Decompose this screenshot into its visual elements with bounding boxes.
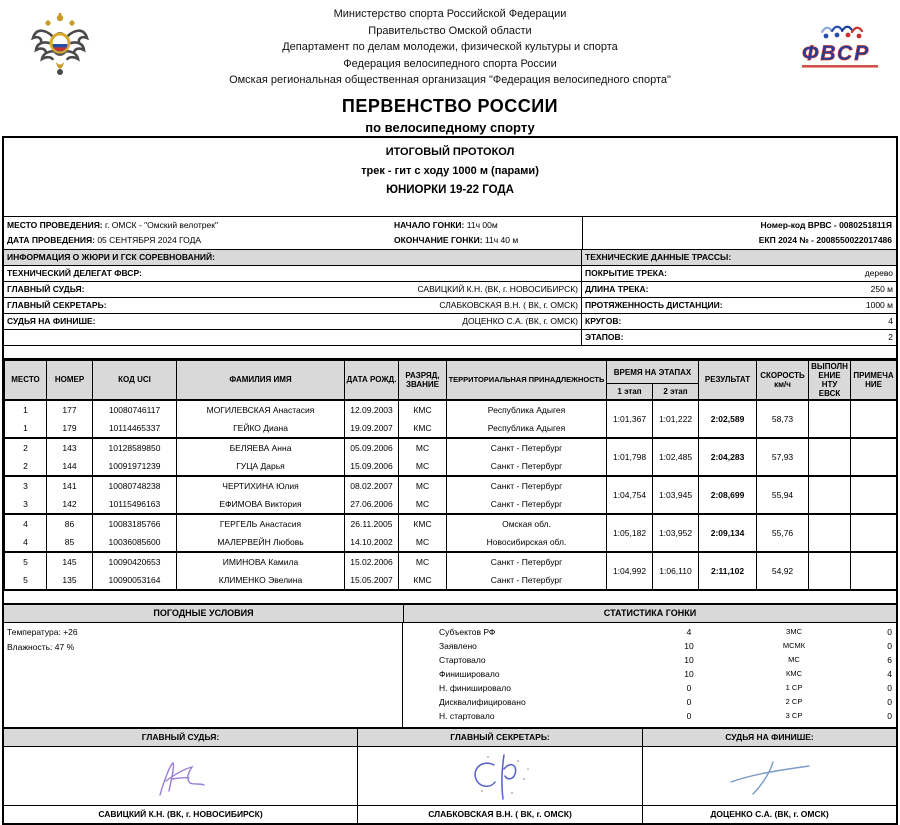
org-line: Министерство спорта Российской Федерации bbox=[333, 8, 567, 20]
dob-cell: 12.09.2003 bbox=[345, 400, 399, 419]
date-label: ДАТА ПРОВЕДЕНИЯ: bbox=[7, 235, 95, 245]
ntu-cell bbox=[809, 552, 851, 590]
tech-value: 250 м bbox=[870, 284, 893, 294]
lap2-cell: 1:03,952 bbox=[653, 514, 699, 552]
rank-cell: КМС bbox=[399, 419, 447, 438]
tech-label: ЭТАПОВ: bbox=[585, 332, 624, 342]
grade-value: 0 bbox=[887, 626, 892, 637]
letterhead bbox=[0, 0, 900, 135]
tech-value: 2 bbox=[888, 332, 893, 342]
tech-label: ПОКРЫТИЕ ТРЕКА: bbox=[585, 268, 667, 278]
number-cell: 179 bbox=[47, 419, 93, 438]
dob-cell: 27.06.2006 bbox=[345, 495, 399, 514]
protocol-event: трек - гит с ходу 1000 м (парами) bbox=[361, 165, 539, 177]
name-cell: КЛИМЕНКО Эвелина bbox=[177, 571, 345, 590]
chief-secretary-signature bbox=[358, 747, 643, 805]
dob-cell: 08.02.2007 bbox=[345, 476, 399, 495]
rank-cell: МС bbox=[399, 552, 447, 571]
col-header-result: РЕЗУЛЬТАТ bbox=[699, 361, 757, 400]
ekp-code: ЕКП 2024 № - 2008550022017486 bbox=[758, 235, 892, 245]
name-cell: ГЕРГЕЛЬ Анастасия bbox=[177, 514, 345, 533]
info-row bbox=[4, 266, 896, 282]
speed-cell: 54,92 bbox=[757, 552, 809, 590]
jury-cell bbox=[4, 266, 581, 281]
rank-cell: КМС bbox=[399, 514, 447, 533]
table-header-row bbox=[5, 361, 897, 384]
dob-cell: 15.09.2006 bbox=[345, 457, 399, 476]
jury-cell bbox=[4, 330, 581, 345]
date-value: 05 СЕНТЯБРЯ 2024 ГОДА bbox=[97, 235, 202, 245]
tech-cell bbox=[581, 330, 896, 345]
event-info-row bbox=[4, 217, 896, 250]
place-cell: 1 bbox=[5, 400, 47, 419]
speed-unit-label: км/ч bbox=[774, 379, 791, 389]
temperature-value: Температура: +26 bbox=[7, 626, 78, 637]
jury-role-value: СЛАБКОВСКАЯ В.Н. ( ВК, г. ОМСК) bbox=[439, 300, 578, 310]
note-cell bbox=[851, 552, 897, 590]
result-cell: 2:09,134 bbox=[699, 514, 757, 552]
ntu-cell bbox=[809, 438, 851, 476]
ntu-cell bbox=[809, 400, 851, 438]
jury-section-header: ИНФОРМАЦИЯ О ЖЮРИ И ГСК СОРЕВНОВАНИЙ: bbox=[4, 250, 581, 265]
stat-value: 0 bbox=[686, 710, 692, 721]
col-header-place: МЕСТО bbox=[5, 361, 47, 400]
signature-roles-row bbox=[4, 729, 896, 747]
number-cell: 143 bbox=[47, 438, 93, 457]
tech-cell bbox=[581, 282, 896, 297]
tech-label: ПРОТЯЖЕННОСТЬ ДИСТАНЦИИ: bbox=[585, 300, 723, 310]
page-subtitle: по велосипедному спорту bbox=[365, 119, 535, 135]
protocol-category: ЮНИОРКИ 19-22 ГОДА bbox=[386, 184, 514, 196]
rank-cell: МС bbox=[399, 476, 447, 495]
jury-cell bbox=[4, 298, 581, 313]
chief-judge-role: ГЛАВНЫЙ СУДЬЯ: bbox=[4, 729, 358, 746]
uci-cell: 10083185766 bbox=[93, 514, 177, 533]
region-cell: Новосибирская обл. bbox=[447, 533, 607, 552]
col-header-ntu: ВЫПОЛНЕНИЕ НТУ ЕВСК bbox=[809, 361, 851, 400]
finish-judge-name: ДОЦЕНКО С.А. (ВК, г. ОМСК) bbox=[710, 808, 829, 819]
note-cell bbox=[851, 476, 897, 514]
lap2-cell: 1:01,222 bbox=[653, 400, 699, 438]
tech-section-header: ТЕХНИЧЕСКИЕ ДАННЫЕ ТРАССЫ: bbox=[581, 250, 896, 265]
dob-cell: 14.10.2002 bbox=[345, 533, 399, 552]
result-cell: 2:08,699 bbox=[699, 476, 757, 514]
name-cell: ЕФИМОВА Виктория bbox=[177, 495, 345, 514]
weather-section-title: ПОГОДНЫЕ УСЛОВИЯ bbox=[4, 605, 404, 622]
info-row bbox=[4, 298, 896, 314]
jury-role-value: САВИЦКИЙ К.Н. (ВК, г. НОВОСИБИРСК) bbox=[417, 284, 578, 294]
place-cell: 3 bbox=[5, 476, 47, 495]
region-cell: Омская обл. bbox=[447, 514, 607, 533]
dob-cell: 19.09.2007 bbox=[345, 419, 399, 438]
name-cell: МАЛЕРВЕЙН Любовь bbox=[177, 533, 345, 552]
dob-cell: 26.11.2005 bbox=[345, 514, 399, 533]
col-header-rank: РАЗРЯД, ЗВАНИЕ bbox=[399, 361, 447, 400]
region-cell: Республика Адыгея bbox=[447, 419, 607, 438]
tech-value: 1000 м bbox=[865, 300, 893, 310]
stat-row bbox=[403, 709, 896, 723]
org-line: Правительство Омской области bbox=[368, 24, 532, 37]
lap2-cell: 1:03,945 bbox=[653, 476, 699, 514]
number-cell: 86 bbox=[47, 514, 93, 533]
rank-cell: МС bbox=[399, 438, 447, 457]
grade-label: 1 СР bbox=[785, 682, 803, 692]
rank-cell: КМС bbox=[399, 400, 447, 419]
dob-cell: 05.09.2006 bbox=[345, 438, 399, 457]
table-row bbox=[5, 438, 897, 457]
name-cell: ГУЦА Дарья bbox=[177, 457, 345, 476]
info-row bbox=[4, 330, 896, 346]
ntu-cell bbox=[809, 514, 851, 552]
place-cell: 4 bbox=[5, 533, 47, 552]
place-cell: 4 bbox=[5, 514, 47, 533]
stat-value: 10 bbox=[684, 654, 694, 665]
section-headers-row bbox=[4, 250, 896, 266]
info-row bbox=[4, 314, 896, 330]
stat-value: 0 bbox=[686, 696, 692, 707]
note-cell bbox=[851, 438, 897, 476]
stat-value: 10 bbox=[684, 640, 694, 651]
table-row bbox=[5, 552, 897, 571]
dob-cell: 15.02.2006 bbox=[345, 552, 399, 571]
stat-row bbox=[403, 653, 896, 667]
org-line: Федерация велосипедного спорта России bbox=[343, 57, 557, 70]
name-cell: ГЕЙКО Диана bbox=[177, 419, 345, 438]
weather-stats-header bbox=[4, 605, 896, 623]
grade-label: МС bbox=[788, 654, 800, 664]
stat-label: Стартовало bbox=[439, 654, 486, 665]
signature-area bbox=[4, 747, 896, 806]
table-row bbox=[5, 514, 897, 533]
col-header-dob: ДАТА РОЖД. bbox=[345, 361, 399, 400]
fvsr-logo-text: ФВСР bbox=[802, 42, 871, 65]
finish-line bbox=[394, 233, 582, 248]
place-cell: 2 bbox=[5, 457, 47, 476]
table-row bbox=[5, 400, 897, 419]
stat-row bbox=[403, 639, 896, 653]
signature-stroke-icon bbox=[146, 751, 216, 801]
grade-value: 6 bbox=[887, 654, 892, 665]
finish-judge-role: СУДЬЯ НА ФИНИШЕ: bbox=[725, 731, 814, 742]
stat-row bbox=[403, 625, 896, 639]
speed-label: СКОРОСТЬ bbox=[760, 370, 805, 380]
weather-panel bbox=[4, 623, 403, 727]
jury-cell bbox=[4, 314, 581, 329]
stat-label: Субъектов РФ bbox=[439, 626, 496, 637]
result-cell: 2:04,283 bbox=[699, 438, 757, 476]
finish-value: 11ч 40 м bbox=[484, 235, 519, 245]
date-line bbox=[7, 233, 394, 248]
lap1-cell: 1:01,798 bbox=[607, 438, 653, 476]
chief-secretary-role: ГЛАВНЫЙ СЕКРЕТАРЬ: bbox=[358, 729, 643, 746]
jury-role-label: ТЕХНИЧЕСКИЙ ДЕЛЕГАТ ФВСР: bbox=[7, 268, 142, 278]
number-cell: 144 bbox=[47, 457, 93, 476]
chief-judge-signature bbox=[4, 747, 358, 805]
protocol-document bbox=[2, 136, 898, 825]
page-title: ПЕРВЕНСТВО РОССИИ bbox=[341, 95, 559, 116]
speed-cell: 58,73 bbox=[757, 400, 809, 438]
grade-value: 4 bbox=[887, 668, 892, 679]
ntu-cell bbox=[809, 476, 851, 514]
region-cell: Санкт - Петербург bbox=[447, 571, 607, 590]
stat-row bbox=[403, 681, 896, 695]
lap1-cell: 1:04,754 bbox=[607, 476, 653, 514]
uci-cell: 10090420653 bbox=[93, 552, 177, 571]
info-row bbox=[4, 282, 896, 298]
number-cell: 177 bbox=[47, 400, 93, 419]
region-cell: Республика Адыгея bbox=[447, 400, 607, 419]
signature-stroke-icon bbox=[725, 752, 815, 800]
place-cell: 2 bbox=[5, 438, 47, 457]
speed-cell: 55,76 bbox=[757, 514, 809, 552]
venue-label: МЕСТО ПРОВЕДЕНИЯ: bbox=[7, 220, 103, 230]
stat-label: Финишировало bbox=[439, 668, 500, 679]
signature-names-row bbox=[4, 806, 896, 823]
jury-role-value: ДОЦЕНКО С.А. (ВК, г. ОМСК) bbox=[462, 316, 578, 326]
jury-cell bbox=[4, 282, 581, 297]
lap2-cell: 1:06,110 bbox=[653, 552, 699, 590]
tech-value: дерево bbox=[864, 268, 893, 278]
col-header-stage2: 2 этап bbox=[653, 384, 699, 400]
org-line: Омская региональная общественная организация "Федерация велосипедного спорта" bbox=[229, 74, 671, 86]
stat-label: Дисквалифицировано bbox=[439, 696, 526, 707]
region-cell: Санкт - Петербург bbox=[447, 495, 607, 514]
speed-cell: 57,93 bbox=[757, 438, 809, 476]
col-header-territory: ТЕРРИТОРИАЛЬНАЯ ПРИНАДЛЕЖНОСТЬ bbox=[447, 361, 607, 400]
stat-label: Н. стартовало bbox=[439, 710, 495, 721]
uci-cell: 10115496163 bbox=[93, 495, 177, 514]
jury-role-label: ГЛАВНЫЙ СЕКРЕТАРЬ: bbox=[7, 300, 107, 310]
region-cell: Санкт - Петербург bbox=[447, 457, 607, 476]
tech-cell bbox=[581, 298, 896, 313]
number-cell: 85 bbox=[47, 533, 93, 552]
uci-cell: 10090053164 bbox=[93, 571, 177, 590]
rank-cell: МС bbox=[399, 457, 447, 476]
codes-zone bbox=[582, 217, 895, 249]
protocol-heading: ИТОГОВЫЙ ПРОТОКОЛ bbox=[385, 146, 515, 158]
result-cell: 2:02,589 bbox=[699, 400, 757, 438]
lap2-cell: 1:02,485 bbox=[653, 438, 699, 476]
venue-date-zone bbox=[4, 217, 394, 249]
tech-label: ДЛИНА ТРЕКА: bbox=[585, 284, 649, 294]
start-label: НАЧАЛО ГОНКИ: bbox=[394, 220, 465, 230]
lap1-cell: 1:05,182 bbox=[607, 514, 653, 552]
stat-row bbox=[403, 667, 896, 681]
stat-value: 0 bbox=[686, 682, 692, 693]
number-cell: 142 bbox=[47, 495, 93, 514]
humidity-value: Влажность: 47 % bbox=[7, 641, 75, 652]
stat-row bbox=[403, 695, 896, 709]
col-header-stage-times: ВРЕМЯ НА ЭТАПАХ bbox=[607, 361, 699, 384]
weather-stats-body bbox=[4, 623, 896, 729]
grade-value: 0 bbox=[887, 640, 892, 651]
uci-cell: 10091971239 bbox=[93, 457, 177, 476]
tech-label: КРУГОВ: bbox=[585, 316, 622, 326]
speed-cell: 55,94 bbox=[757, 476, 809, 514]
uci-cell: 10080746117 bbox=[93, 400, 177, 419]
tech-value: 4 bbox=[888, 316, 893, 326]
venue-value: г. ОМСК - "Омский велотрек" bbox=[105, 220, 218, 230]
stat-label: Н. финишировало bbox=[439, 682, 511, 693]
vrvs-code: Номер-код ВРВС - 0080251811Я bbox=[760, 220, 892, 230]
uci-cell: 10114465337 bbox=[93, 419, 177, 438]
protocol-header bbox=[4, 138, 896, 217]
uci-cell: 10080748238 bbox=[93, 476, 177, 495]
jury-role-label: СУДЬЯ НА ФИНИШЕ: bbox=[7, 316, 96, 326]
stats-section-title: СТАТИСТИКА ГОНКИ bbox=[603, 607, 697, 618]
name-cell: МОГИЛЕВСКАЯ Анастасия bbox=[177, 400, 345, 419]
stat-label: Заявлено bbox=[439, 640, 477, 651]
spacer bbox=[4, 346, 896, 360]
col-header-note: ПРИМЕЧАНИЕ bbox=[851, 361, 897, 400]
grade-value: 0 bbox=[887, 710, 892, 721]
region-cell: Санкт - Петербург bbox=[447, 438, 607, 457]
result-cell: 2:11,102 bbox=[699, 552, 757, 590]
col-header-stage1: 1 этап bbox=[607, 384, 653, 400]
spacer bbox=[4, 591, 896, 605]
venue-line bbox=[7, 218, 394, 233]
col-header-number: НОМЕР bbox=[47, 361, 93, 400]
finish-label: ОКОНЧАНИЕ ГОНКИ: bbox=[394, 235, 483, 245]
rank-cell: МС bbox=[399, 533, 447, 552]
place-cell: 5 bbox=[5, 571, 47, 590]
col-header-name: ФАМИЛИЯ ИМЯ bbox=[177, 361, 345, 400]
uci-cell: 10036085600 bbox=[93, 533, 177, 552]
rank-cell: МС bbox=[399, 495, 447, 514]
grade-value: 0 bbox=[887, 696, 892, 707]
uci-cell: 10128589850 bbox=[93, 438, 177, 457]
tech-cell bbox=[581, 266, 896, 281]
rank-cell: КМС bbox=[399, 571, 447, 590]
region-cell: Санкт - Петербург bbox=[447, 552, 607, 571]
finish-judge-signature bbox=[643, 747, 896, 805]
grade-value: 0 bbox=[887, 682, 892, 693]
table-row bbox=[5, 476, 897, 495]
place-cell: 5 bbox=[5, 552, 47, 571]
lap1-cell: 1:01,367 bbox=[607, 400, 653, 438]
stat-value: 10 bbox=[684, 668, 694, 679]
region-cell: Санкт - Петербург bbox=[447, 476, 607, 495]
name-cell: ИМИНОВА Камила bbox=[177, 552, 345, 571]
place-cell: 3 bbox=[5, 495, 47, 514]
ministry-emblem-icon bbox=[28, 10, 92, 85]
place-cell: 1 bbox=[5, 419, 47, 438]
dob-cell: 15.05.2007 bbox=[345, 571, 399, 590]
grade-label: КМС bbox=[785, 668, 803, 678]
number-cell: 135 bbox=[47, 571, 93, 590]
tech-cell bbox=[581, 314, 896, 329]
fvsr-logo bbox=[796, 20, 884, 79]
grade-label: МСМК bbox=[782, 640, 806, 650]
note-cell bbox=[851, 514, 897, 552]
jury-role-label: ГЛАВНЫЙ СУДЬЯ: bbox=[7, 284, 85, 294]
stats-panel bbox=[403, 623, 896, 727]
results-table bbox=[4, 360, 897, 591]
note-cell bbox=[851, 400, 897, 438]
signature-stroke-icon bbox=[460, 749, 540, 803]
name-cell: ЧЕРТИХИНА Юлия bbox=[177, 476, 345, 495]
grade-label: ЗМС bbox=[785, 626, 803, 636]
number-cell: 141 bbox=[47, 476, 93, 495]
org-line: Департамент по делам молодежи, физической культуры и спорта bbox=[282, 41, 618, 53]
chief-judge-name: САВИЦКИЙ К.Н. (ВК, г. НОВОСИБИРСК) bbox=[4, 806, 358, 823]
chief-secretary-name: СЛАБКОВСКАЯ В.Н. ( ВК, г. ОМСК) bbox=[358, 806, 643, 823]
col-header-speed bbox=[757, 361, 809, 400]
lap1-cell: 1:04,992 bbox=[607, 552, 653, 590]
col-header-uci: КОД UCI bbox=[93, 361, 177, 400]
number-cell: 145 bbox=[47, 552, 93, 571]
grade-label: 3 СР bbox=[785, 710, 803, 720]
stat-value: 4 bbox=[686, 626, 692, 637]
grade-label: 2 СР bbox=[785, 696, 803, 706]
name-cell: БЕЛЯЕВА Анна bbox=[177, 438, 345, 457]
race-time-zone bbox=[394, 217, 582, 249]
start-line bbox=[394, 218, 582, 233]
start-value: 11ч 00м bbox=[466, 220, 498, 230]
